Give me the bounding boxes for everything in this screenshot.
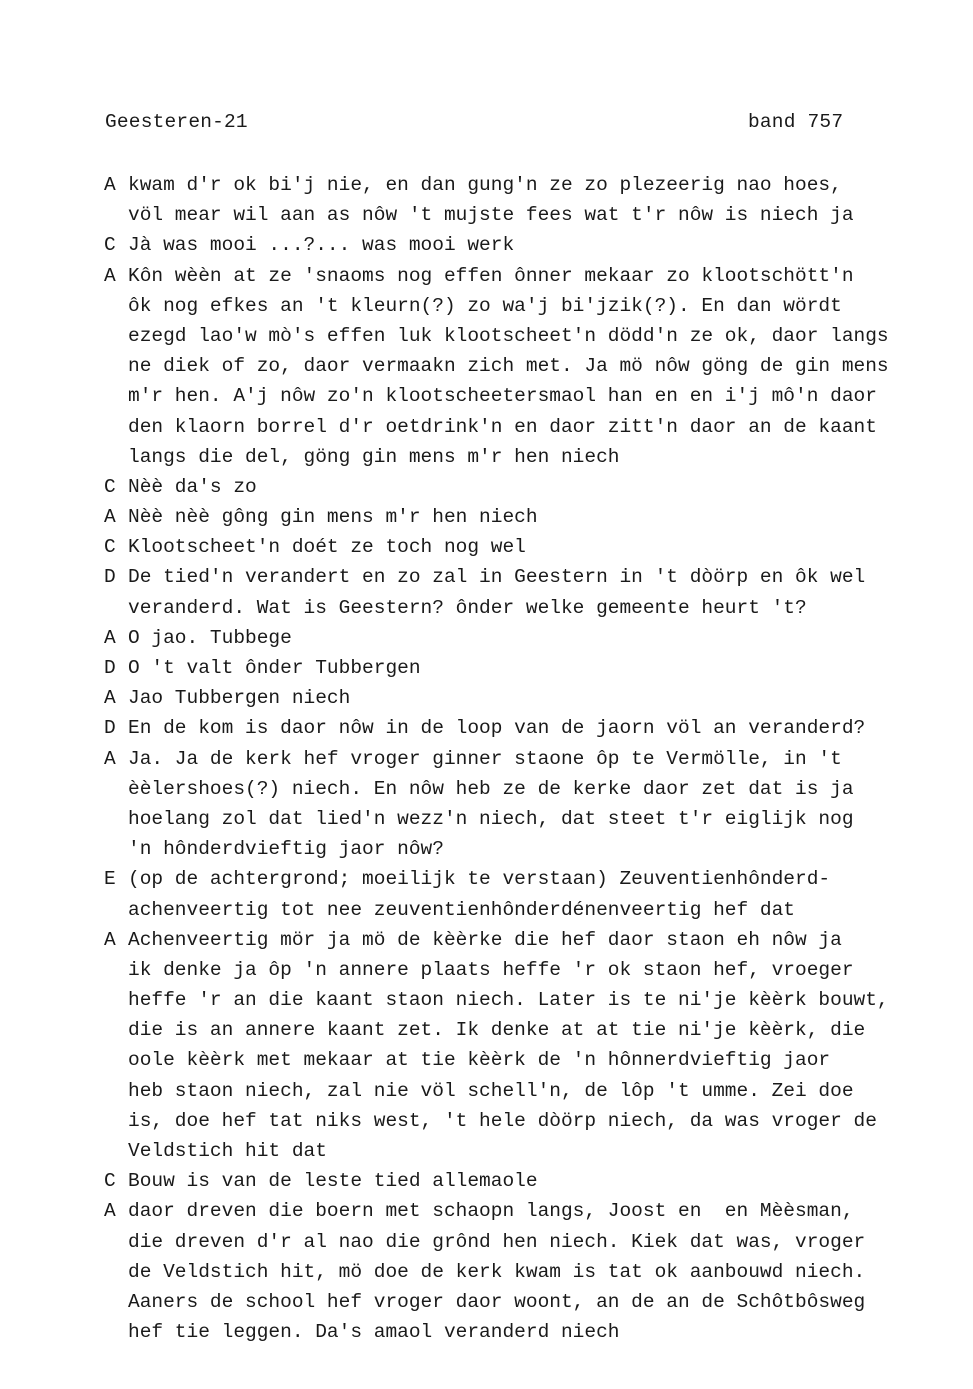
- speaker-label: E: [104, 868, 116, 891]
- line-text: kwam d'r ok bi'j nie, en dan gung'n ze zo plezeerig nao hoes,: [128, 174, 842, 196]
- line-text: (op de achtergrond; moeilijk te verstaan) Zeuventienhônderd-: [128, 868, 831, 891]
- speaker-label: C: [104, 1170, 116, 1193]
- header-location: Geesteren-21: [105, 111, 248, 133]
- transcript-line: [104, 864, 954, 894]
- speaker-label: A: [104, 1200, 116, 1223]
- line-text: ezegd lao'w mò's effen luk klootscheet'n dödd'n ze ok, daor langs: [128, 324, 889, 347]
- line-text: den klaorn borrel d'r oetdrink'n en daor zitt'n daor an de kaant: [128, 415, 877, 438]
- line-text: hoelang zol dat lied'n wezz'n niech, dat steet t'r eiglijk nog: [128, 807, 854, 830]
- speaker-label: D: [104, 657, 116, 679]
- transcript-line: [104, 351, 954, 381]
- transcript-line: [104, 170, 954, 200]
- line-text: Veldstich hit dat: [128, 1140, 327, 1162]
- transcript-line: [104, 683, 954, 713]
- transcript-line: [104, 562, 954, 592]
- speaker-label: C: [104, 536, 116, 559]
- transcript-line: [104, 653, 954, 683]
- line-text: m'r hen. A'j nôw zo'n klootscheetersmaol han en en i'j mô'n daor: [128, 385, 877, 408]
- transcript-body: [104, 170, 954, 1347]
- transcript-line: [104, 1196, 954, 1226]
- transcript-line: [104, 985, 954, 1015]
- line-text: de Veldstich hit, mö doe de kerk kwam is tat ok aanbouwd niech.: [128, 1260, 866, 1283]
- line-text: völ mear wil aan as nôw 't mujste fees wat t'r nôw is niech ja: [128, 204, 854, 227]
- transcript-line: [104, 804, 954, 834]
- transcript-line: [104, 1287, 954, 1317]
- transcript-line: [104, 291, 954, 321]
- header-tape-number: band 757: [748, 111, 844, 133]
- speaker-label: A: [104, 928, 116, 951]
- transcript-line: [104, 1015, 954, 1045]
- transcript-line: [104, 532, 954, 562]
- transcript-line: [104, 261, 954, 291]
- transcript-line: [104, 1106, 954, 1136]
- line-text: Klootscheet'n doét ze toch nog wel: [128, 536, 526, 559]
- line-text: Bouw is van de leste tied allemaole: [128, 1170, 538, 1193]
- transcript-line: [104, 744, 954, 774]
- speaker-label: C: [104, 475, 116, 498]
- line-text: heffe 'r an die kaant staon niech. Later is te ni'je kèèrk bouwt,: [128, 989, 889, 1012]
- speaker-label: A: [104, 626, 116, 649]
- line-text: daor dreven die boern met schaopn langs, Joost en en Mèèsman,: [128, 1200, 854, 1223]
- transcript-line: [104, 381, 954, 411]
- line-text: ôk nog efkes an 't kleurn(?) zo wa'j bi'jzik(?). En dan wördt: [128, 294, 842, 317]
- transcript-line: [104, 200, 954, 230]
- speaker-label: A: [104, 174, 116, 196]
- speaker-label: A: [104, 506, 116, 529]
- line-text: Ja. Ja de kerk hef vroger ginner staone ôp te Vermölle, in 't: [128, 747, 842, 770]
- transcript-line: [104, 502, 954, 532]
- speaker-label: C: [104, 234, 116, 257]
- transcript-line: [104, 713, 954, 743]
- line-text: achenveertig tot nee zeuventienhônderdénenveertig hef dat: [128, 898, 796, 921]
- transcript-line: [104, 442, 954, 472]
- line-text: die dreven d'r al nao die grônd hen niech. Kiek dat was, vroger: [128, 1230, 866, 1253]
- line-text: Kôn wèèn at ze 'snaoms nog effen ônner mekaar zo klootschött'n: [128, 264, 854, 287]
- line-text: Achenveertig mör ja mö de kèèrke die hef daor staon eh nôw ja: [128, 928, 842, 951]
- line-text: ik denke ja ôp 'n annere plaats heffe 'r ok staon hef, vroeger: [128, 958, 854, 981]
- line-text: heb staon niech, zal nie völ schell'n, de lôp 't umme. Zei doe: [128, 1079, 854, 1102]
- transcript-line: [104, 1166, 954, 1196]
- transcript-line: [104, 1257, 954, 1287]
- line-text: veranderd. Wat is Geestern? ônder welke gemeente heurt 't?: [128, 596, 807, 619]
- line-text: is, doe hef tat niks west, 't hele dòörp niech, da was vroger de: [128, 1109, 877, 1132]
- line-text: langs die del, göng gin mens m'r hen niech: [128, 445, 620, 468]
- line-text: oole kèèrk met mekaar at tie kèèrk de 'n hônnerdvieftig jaor: [128, 1049, 831, 1072]
- speaker-label: A: [104, 747, 116, 770]
- line-text: O jao. Tubbege: [128, 626, 292, 649]
- transcript-line: [104, 925, 954, 955]
- transcript-line: [104, 321, 954, 351]
- transcript-line: [104, 412, 954, 442]
- speaker-label: A: [104, 264, 116, 287]
- transcript-line: [104, 1076, 954, 1106]
- transcript-line: [104, 230, 954, 260]
- line-text: Jà was mooi ...?... was mooi werk: [128, 234, 515, 257]
- transcript-line: [104, 593, 954, 623]
- line-text: O 't valt ônder Tubbergen: [128, 657, 421, 679]
- line-text: ne diek of zo, daor vermaakn zich met. Ja mö nôw göng de gin mens: [128, 355, 889, 378]
- transcript-line: [104, 955, 954, 985]
- speaker-label: D: [104, 566, 116, 589]
- line-text: Aaners de school hef vroger daor woont, an de an de Schôtbôsweg: [128, 1290, 866, 1313]
- transcript-line: [104, 472, 954, 502]
- line-text: De tied'n verandert en zo zal in Geestern in 't dòörp en ôk wel: [128, 566, 866, 589]
- transcript-line: [104, 774, 954, 804]
- line-text: Nèè nèè gông gin mens m'r hen niech: [128, 506, 538, 529]
- speaker-label: A: [104, 687, 116, 710]
- line-text: èèlershoes(?) niech. En nôw heb ze de kerke daor zet dat is ja: [128, 777, 854, 800]
- line-text: 'n hônderdvieftig jaor nôw?: [128, 838, 444, 861]
- speaker-label: D: [104, 717, 116, 740]
- line-text: En de kom is daor nôw in de loop van de jaorn völ an veranderd?: [128, 717, 866, 740]
- transcript-line: [104, 623, 954, 653]
- transcript-line: [104, 1317, 954, 1347]
- transcript-line: [104, 834, 954, 864]
- line-text: die is an annere kaant zet. Ik denke at at tie ni'je kèèrk, die: [128, 1019, 866, 1042]
- line-text: hef tie leggen. Da's amaol veranderd niech: [128, 1321, 620, 1344]
- transcript-line: [104, 1045, 954, 1075]
- line-text: Nèè da's zo: [128, 475, 257, 498]
- transcript-line: [104, 1136, 954, 1166]
- line-text: Jao Tubbergen niech: [128, 687, 351, 710]
- transcript-line: [104, 895, 954, 925]
- transcript-line: [104, 1227, 954, 1257]
